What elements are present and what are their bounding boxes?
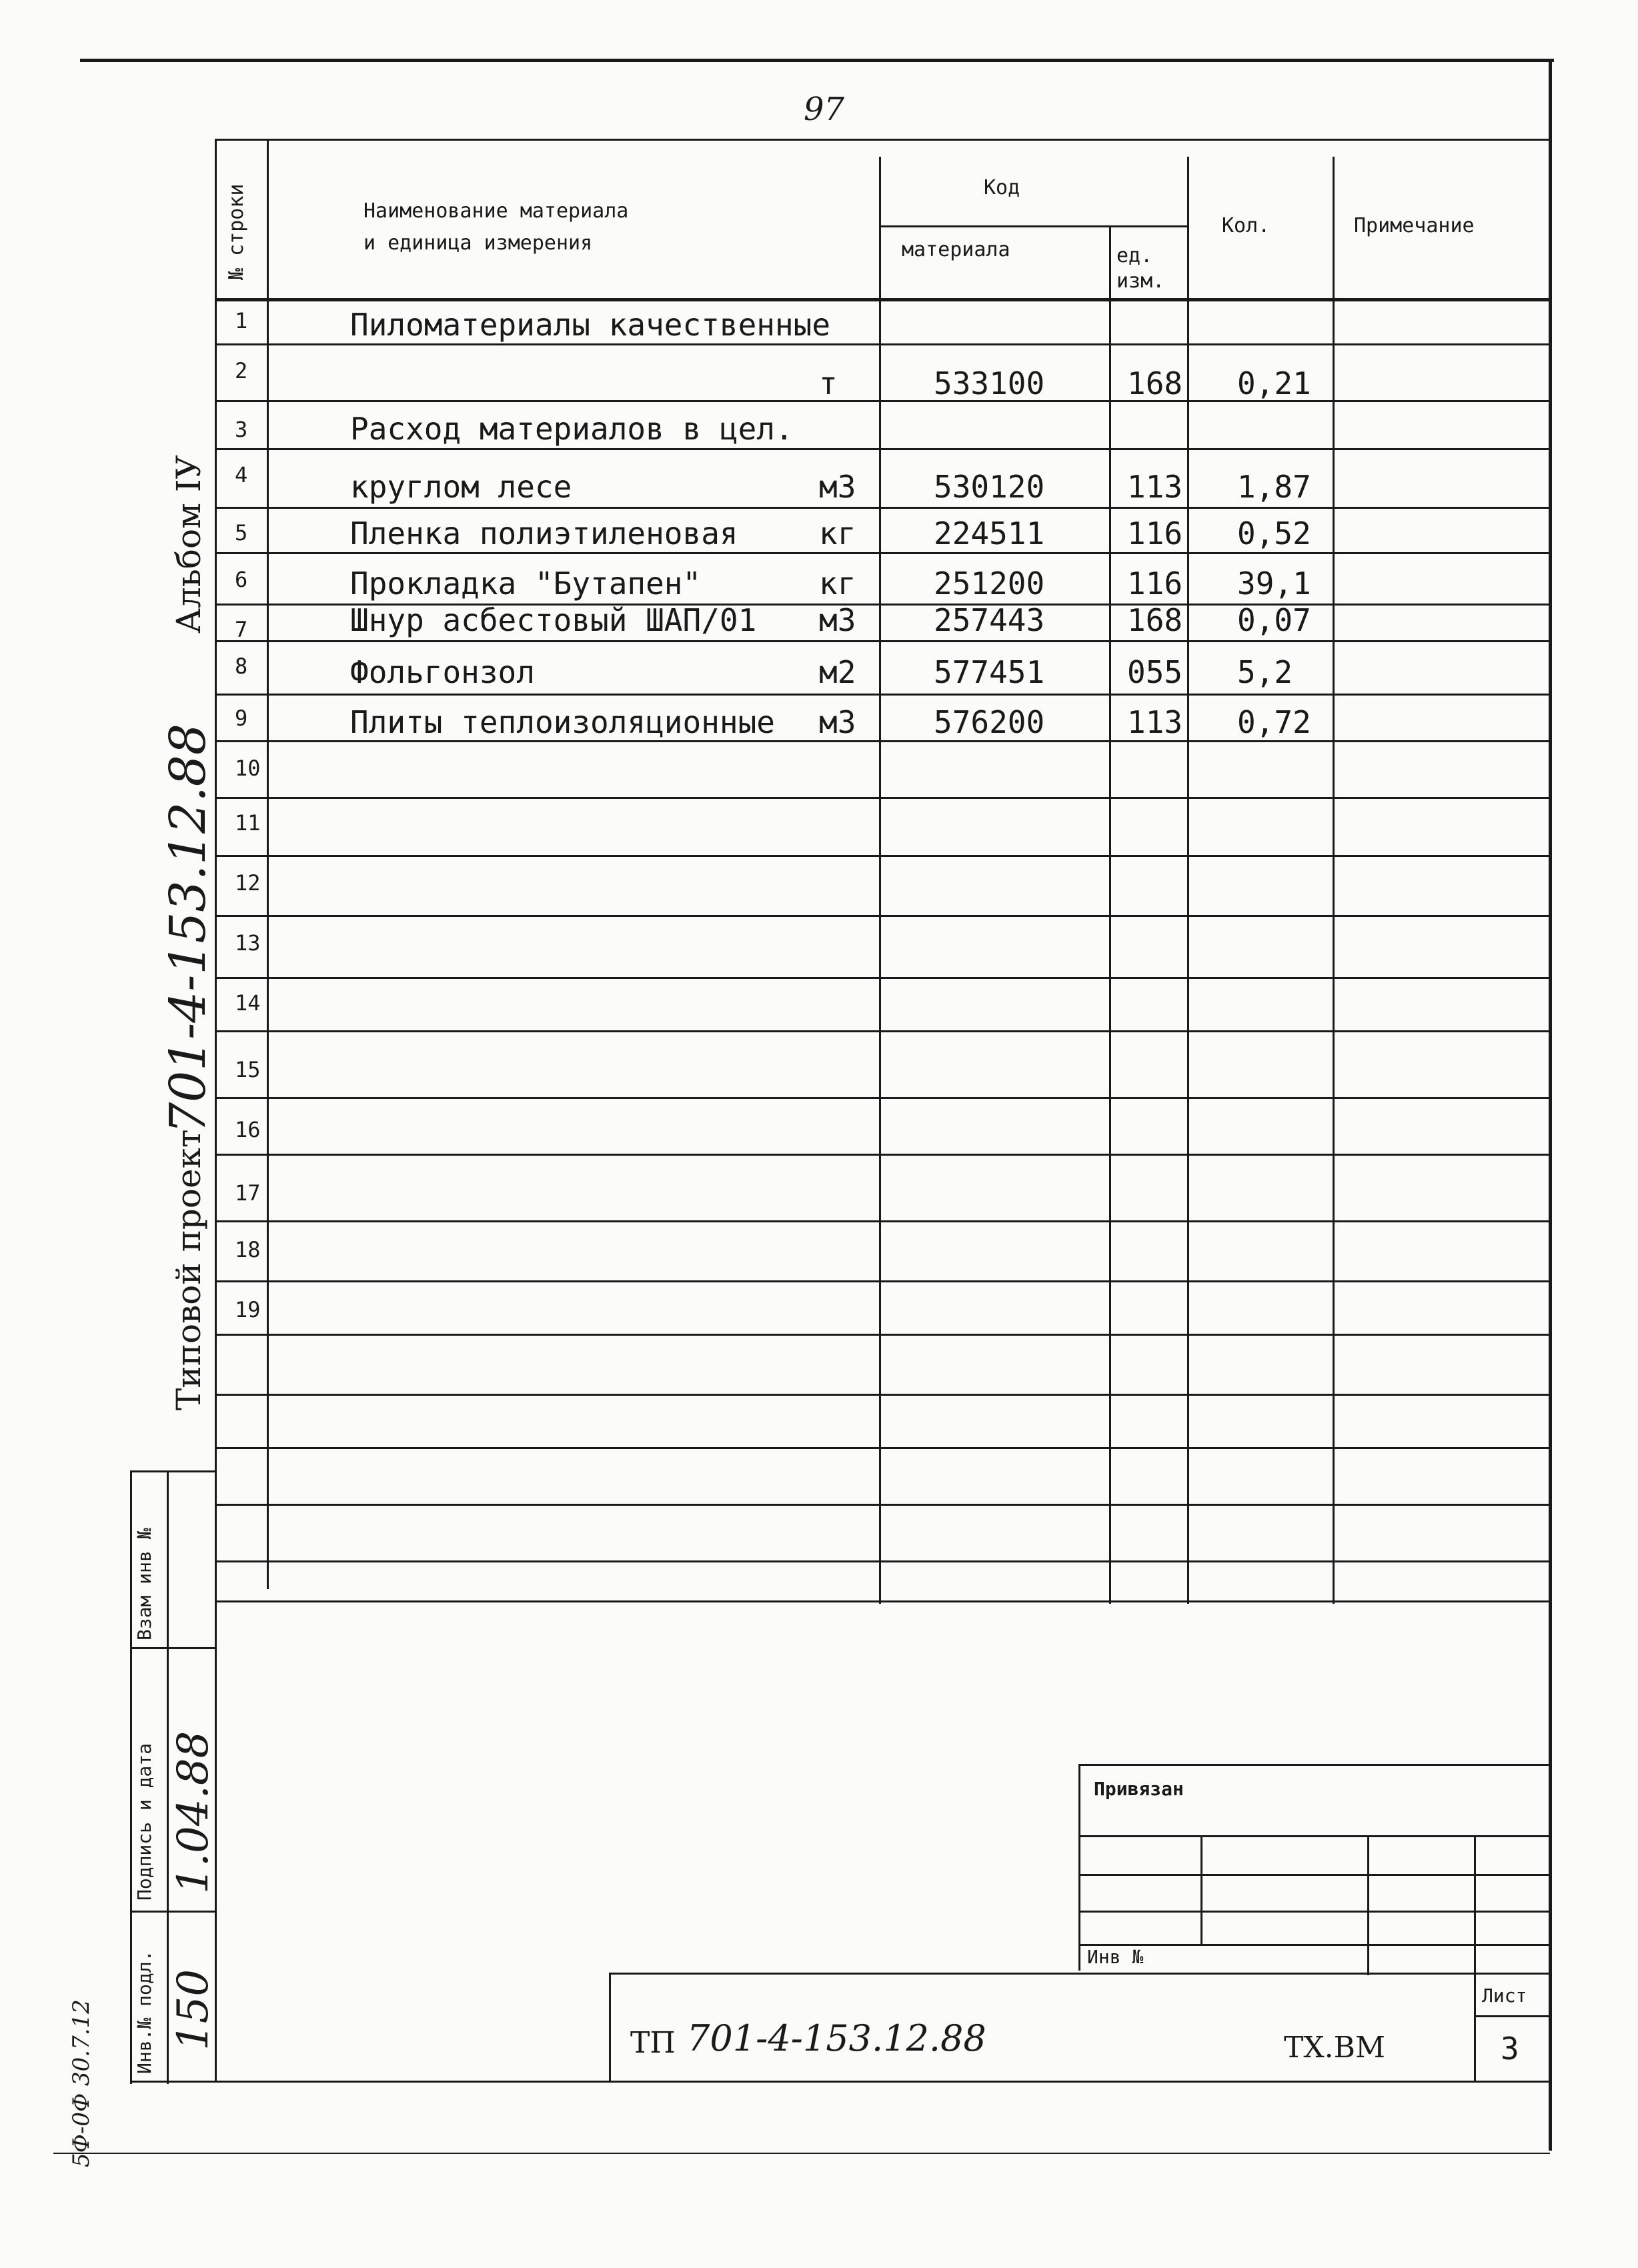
privyazan-top (1078, 1764, 1549, 1766)
header-bottom-line (215, 298, 1549, 301)
row-number: 1 (235, 308, 248, 333)
row-number: 12 (235, 870, 261, 896)
row-line (215, 797, 1549, 799)
stamp-line-1 (130, 1647, 217, 1649)
doc-number: 701-4-153.12.88 (687, 2017, 986, 2059)
row-number: 7 (235, 617, 248, 642)
row-line (215, 1220, 1549, 1222)
unit-label: кг (819, 565, 856, 602)
material-name: круглом лесе (350, 469, 572, 505)
row-number: 5 (235, 520, 248, 545)
material-code: 224511 (934, 515, 1045, 551)
stamp-podpis-value: 1.04.88 (169, 1731, 218, 1894)
material-code: 251200 (934, 565, 1045, 602)
row-line (215, 1097, 1549, 1099)
row-number: 4 (235, 462, 248, 487)
sheet-label: Лист (1482, 1985, 1527, 2007)
row-number: 17 (235, 1180, 261, 1206)
material-code: 576200 (934, 704, 1045, 740)
inv-no-label: Инв № (1087, 1946, 1144, 1968)
header-unit-line2: изм. (1116, 269, 1165, 293)
stamp-line-top (130, 1470, 217, 1472)
header-code: Код (984, 176, 1020, 199)
privyazan-line-4 (1078, 1944, 1549, 1946)
row-line (215, 1334, 1549, 1336)
header-code-material: материала (902, 238, 1010, 261)
material-name: Плиты теплоизоляционные (350, 704, 775, 740)
stamp-line-bottom (130, 2081, 1551, 2083)
unit-label: м3 (819, 704, 856, 740)
row-number: 19 (235, 1297, 261, 1322)
row-line (215, 1560, 1549, 1562)
material-name: Пиломатериалы качественные (350, 307, 831, 343)
row-number: 11 (235, 810, 261, 836)
row-number: 16 (235, 1117, 261, 1142)
row-line (215, 400, 1549, 402)
unit-code: 168 (1127, 365, 1183, 401)
doc-prefix: ТП (630, 2026, 676, 2060)
unit-code: 113 (1127, 704, 1183, 740)
stamp-sheet-mid (1474, 2015, 1549, 2017)
row-number: 3 (235, 417, 248, 442)
stamp-line-left (130, 1470, 132, 2084)
side-project-number: 701-4-153.12.88 (159, 724, 217, 1134)
stamp-inv-value: 150 (169, 1969, 218, 2051)
privyazan-line-1 (1078, 1835, 1549, 1837)
material-code: 257443 (934, 602, 1045, 638)
stamp-line-2 (130, 1911, 217, 1913)
material-code: 530120 (934, 469, 1045, 505)
header-quantity: Кол. (1222, 214, 1271, 237)
col-divider-name (879, 157, 881, 1604)
material-name: Расход материалов в цел. (350, 411, 794, 447)
stamp-main-top (609, 1973, 1549, 1975)
privyazan-line-2 (1078, 1874, 1549, 1876)
unit-code: 116 (1127, 565, 1183, 602)
row-line (215, 977, 1549, 979)
frame-bottom (53, 2153, 1550, 2154)
row-number: 15 (235, 1057, 261, 1082)
unit-code: 168 (1127, 602, 1183, 638)
row-line (215, 448, 1549, 450)
col-divider-qty (1333, 157, 1335, 1604)
row-line (215, 1394, 1549, 1396)
quantity: 0,72 (1237, 704, 1311, 740)
unit-code: 055 (1127, 654, 1183, 690)
row-line (215, 1030, 1549, 1032)
row-number: 2 (235, 358, 248, 383)
privyazan-col-1 (1200, 1835, 1202, 1944)
material-code: 577451 (934, 654, 1045, 690)
row-number: 13 (235, 930, 261, 956)
unit-code: 113 (1127, 469, 1183, 505)
row-number: 18 (235, 1237, 261, 1262)
row-line (215, 1504, 1549, 1506)
col-divider-rowno (267, 139, 269, 1589)
table-bottom-line (215, 1600, 1549, 1602)
stamp-main-left (609, 1973, 611, 2083)
side-album-label: Альбом IУ (169, 455, 208, 634)
material-name: Фольгонзол (350, 654, 535, 690)
material-name: Пленка полиэтиленовая (350, 515, 738, 551)
row-line (215, 1154, 1549, 1156)
row-line (215, 1447, 1549, 1449)
quantity: 0,52 (1237, 515, 1311, 551)
sheet-number: 3 (1501, 2031, 1519, 2067)
row-line (215, 694, 1549, 696)
stamp-sheet-left (1474, 1973, 1476, 2083)
row-line (215, 740, 1549, 742)
doc-code: ТХ.ВМ (1284, 2031, 1386, 2065)
header-row-number: № строки (225, 183, 248, 280)
row-number: 10 (235, 756, 261, 781)
unit-label: т (819, 365, 838, 401)
quantity: 5,2 (1237, 654, 1293, 690)
header-name-line1: Наименование материала (363, 199, 629, 223)
quantity: 0,21 (1237, 365, 1311, 401)
stamp-inv-label: Инв.№ подл. (133, 1950, 155, 2074)
header-note: Примечание (1354, 214, 1475, 237)
material-name: Прокладка "Бутапен" (350, 565, 702, 602)
privyazan-label: Привязан (1094, 1778, 1184, 1800)
unit-label: м3 (819, 602, 856, 638)
row-line (215, 915, 1549, 917)
frame-right (1549, 60, 1552, 2151)
row-number: 8 (235, 654, 248, 679)
stamp-podpis-label: Подпись и дата (133, 1743, 155, 1901)
header-unit-line1: ед. (1116, 244, 1153, 267)
row-line (215, 552, 1549, 554)
code-subheader-line (879, 225, 1187, 227)
row-number: 6 (235, 567, 248, 592)
quantity: 1,87 (1237, 469, 1311, 505)
unit-label: кг (819, 515, 856, 551)
row-number: 14 (235, 990, 261, 1016)
row-line (215, 1280, 1549, 1282)
side-project-label: Типовой проект (169, 1129, 208, 1410)
frame-top (80, 59, 1554, 62)
table-top-line (215, 139, 1549, 141)
row-line (215, 507, 1549, 509)
header-name-line2: и единица измерения (363, 231, 593, 255)
unit-code: 116 (1127, 515, 1183, 551)
unit-label: м3 (819, 469, 856, 505)
privyazan-col-3 (1474, 1835, 1476, 1975)
row-line (215, 640, 1549, 642)
privyazan-line-3 (1078, 1911, 1549, 1913)
col-divider-unitcode (1187, 157, 1189, 1604)
row-line (215, 855, 1549, 857)
stamp-vzam-label: Взам инв № (133, 1528, 155, 1640)
material-code: 533100 (934, 365, 1045, 401)
unit-label: м2 (819, 654, 856, 690)
privyazan-col-2 (1367, 1835, 1369, 1975)
quantity: 0,07 (1237, 602, 1311, 638)
privyazan-left (1078, 1764, 1080, 1971)
material-name: Шнур асбестовый ШАП/01 (350, 602, 757, 638)
row-line (215, 343, 1549, 345)
bottom-left-note: 5Ф-0Ф 30.7.12 (68, 1999, 95, 2167)
page-number: 97 (804, 91, 845, 128)
quantity: 39,1 (1237, 565, 1311, 602)
row-number: 9 (235, 706, 248, 731)
